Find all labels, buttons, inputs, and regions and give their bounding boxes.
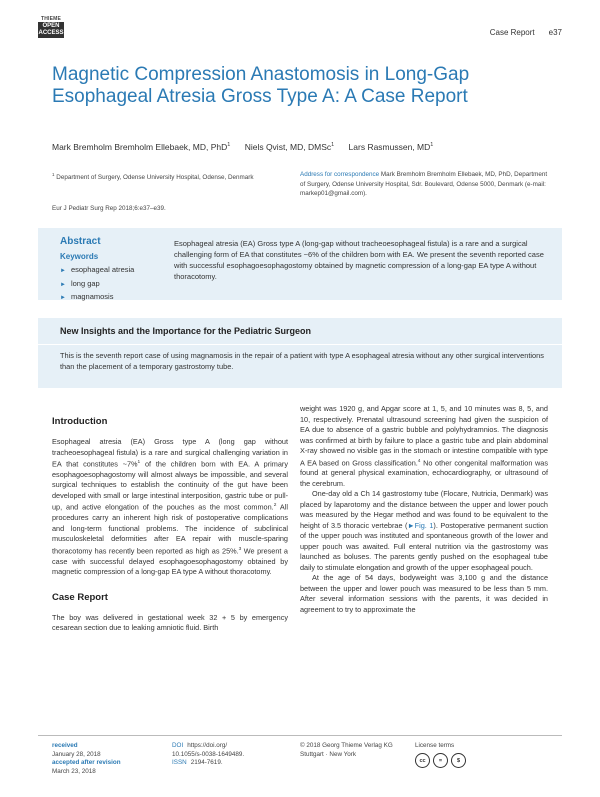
article-title: Magnetic Compression Anastomosis in Long-Gap Esophageal Atresia Gross Type A: A Case Report [52, 64, 470, 107]
correspondence-label: Address for correspondence [300, 171, 380, 178]
figure-1-link[interactable]: ►Fig. 1 [407, 520, 434, 530]
insights-divider [38, 344, 562, 345]
abstract-heading: Abstract [60, 236, 101, 247]
logo-publisher: THIEME [40, 16, 62, 22]
issn-label: ISSN [172, 759, 187, 766]
cc-noncommercial-icon: $ [451, 753, 466, 768]
doi-label: DOI [172, 742, 184, 749]
author-2: Niels Qvist, MD, DMSc$^1$ [244, 142, 335, 152]
running-head-page: e37 [548, 28, 562, 37]
cc-noderivs-icon: = [433, 753, 448, 768]
logo-line-1: OPEN [42, 23, 60, 29]
case-report-heading: Case Report [52, 591, 108, 603]
author-list [52, 142, 572, 152]
doi-value[interactable]: 10.1055/s-0038-1649489. [172, 750, 245, 758]
article-dates [52, 742, 121, 776]
received-date: January 28, 2018 [52, 750, 101, 758]
journal-citation: Eur J Pediatr Surg Rep 2018;6:e37–e39. [52, 205, 166, 212]
license-terms-label: License terms [415, 742, 455, 749]
accepted-label: accepted after revision [52, 759, 121, 766]
author-3: Lars Rasmussen, $MD^1$ [348, 142, 434, 152]
copyright-text: © 2018 Georg Thieme Verlag KG [300, 742, 393, 749]
running-head-section: Case Report [489, 28, 535, 37]
logo-badge [38, 22, 64, 38]
doi-issn-block [172, 742, 244, 768]
case-paragraph-1: weight was 1920 g, and Apgar score at 1, 5, and 10 minutes was 8, 5, and 10, respectively. Prenatal ultrasound screening had given the suspicion of EA due to absence of a gastric bubble and polyhydramnios. The diagnosis was confirmed at birth by failure to place a gastric tube and plain abdominal X-ray showed no visible gas in the stomach or intestine compatible with type A EA based on Gross classification.$^4$ No other congenital malformation was found at general physical examination, echocardiography, or ultrasound of the cerebrum. [300, 404, 548, 488]
correspondence-text: Mark Bremholm Bremholm Ellebaek, MD, PhD, Department of Surgery, Odense University Hospital, Sdr. Boulevard, Odense 5000, Denmark (e-mail: markep01@gmail.com). [300, 171, 548, 197]
running-head [490, 28, 562, 37]
abstract-box [38, 228, 562, 300]
keyword-item: ► esophageal atresia [60, 264, 134, 278]
creative-commons-badges[interactable] [415, 753, 466, 768]
keywords-heading: Keywords [60, 252, 99, 261]
insights-box [38, 318, 562, 388]
copyright-block [300, 742, 393, 759]
case-paragraph-2: One-day old a Ch 14 gastrostomy tube (Flocare, Nutricia, Denmark) was placed by laparotomy and the distance between the upper and lower pouch was measured by the Hegar method and was found to be equivalent to the height of 3.5 thoracic vertebrae (►Fig. 1). Postoperative permanent suction of the upper pouch was instituted and spontaneous growth of the lower and upper pouch was awaited. Full enteral nutrition via the gastrostomy was launched as boluses. The parents gently pushed on the esophageal tube daily to stimulate elongation and growth of the upper esophageal pouch. [300, 489, 548, 572]
logo-line-2: ACCESS [38, 30, 64, 36]
accepted-date: March 23, 2018 [52, 767, 96, 775]
keyword-list [60, 264, 134, 305]
thieme-open-access-logo [38, 16, 64, 42]
keyword-item: ► long gap [60, 278, 134, 292]
doi-link[interactable]: https://doi.org/ [187, 742, 228, 749]
right-column [300, 404, 548, 615]
affiliation: $^1$ Department of Surgery, Odense University Hospital, Odense, Denmark [52, 172, 254, 182]
received-label: received [52, 742, 78, 749]
author-1: Mark Bremholm Bremholm Ellebaek, MD, PhD$^1$ [52, 142, 231, 152]
introduction-paragraph: Esophageal atresia (EA) Gross type A (long gap without tracheoesophageal fistula) is a rare and surgical challenging variation in EA that constitutes ~7%$^1$ of the children born with EA. A primary esophagoesophagostomy will almost always be impossible, and several surgical techniques to establish the continuity of the gut have been developed with small or large intestinal interposition, gastric tube or pull-up, and active elongation of the pouches as the most common.$^2$ All procedures carry an inherent high risk of postoperative complications and long-term functional problems. The incidence of subclinical musculoskeletal deformities after EA repair with muscle-sparing thoracotomy has recently been reported as high as 25%.$^3$ We present a case with successful delayed esophagoesophagostomy obtained by magnetic compression of a long-gap EA type A without thoracotomy. [52, 437, 288, 577]
case-paragraph-3: At the age of 54 days, bodyweight was 3,100 g and the distance between the upper and lower pouch was measured to be less than 5 mm. After several information sessions with the parents, it was decided in agreement to try to approximate the [300, 573, 548, 614]
left-column [52, 416, 288, 634]
insights-text: This is the seventh report case of using magnamosis in the repair of a patient with type A esophageal atresia without any other surgical interventions than the placement of a temporary gastrostomy tube. [60, 351, 544, 371]
copyright-location: Stuttgart · New York [300, 750, 356, 758]
correspondence-address [300, 170, 550, 199]
cc-icon: cc [415, 753, 430, 768]
keyword-item: ► magnamosis [60, 291, 134, 305]
introduction-heading: Introduction [52, 416, 108, 427]
footer-divider [38, 735, 562, 736]
abstract-text: Esophageal atresia (EA) Gross type A (long-gap without tracheoesophageal fistula) is a rare and a surgical challenging form of EA that constitutes ~6% of the children born with EA. We present the seventh reported case with successful esophagoesophagostomy obtained by magnetic compression of a long-gap EA type A without thoracotomy. [174, 239, 544, 281]
case-report-paragraph: The boy was delivered in gestational week 32 + 5 by emergency cesarean section due to leaking amniotic fluid. Birth [52, 612, 288, 633]
issn-value: 2194-7619. [190, 759, 223, 766]
insights-heading: New Insights and the Importance for the Pediatric Surgeon [60, 326, 312, 336]
